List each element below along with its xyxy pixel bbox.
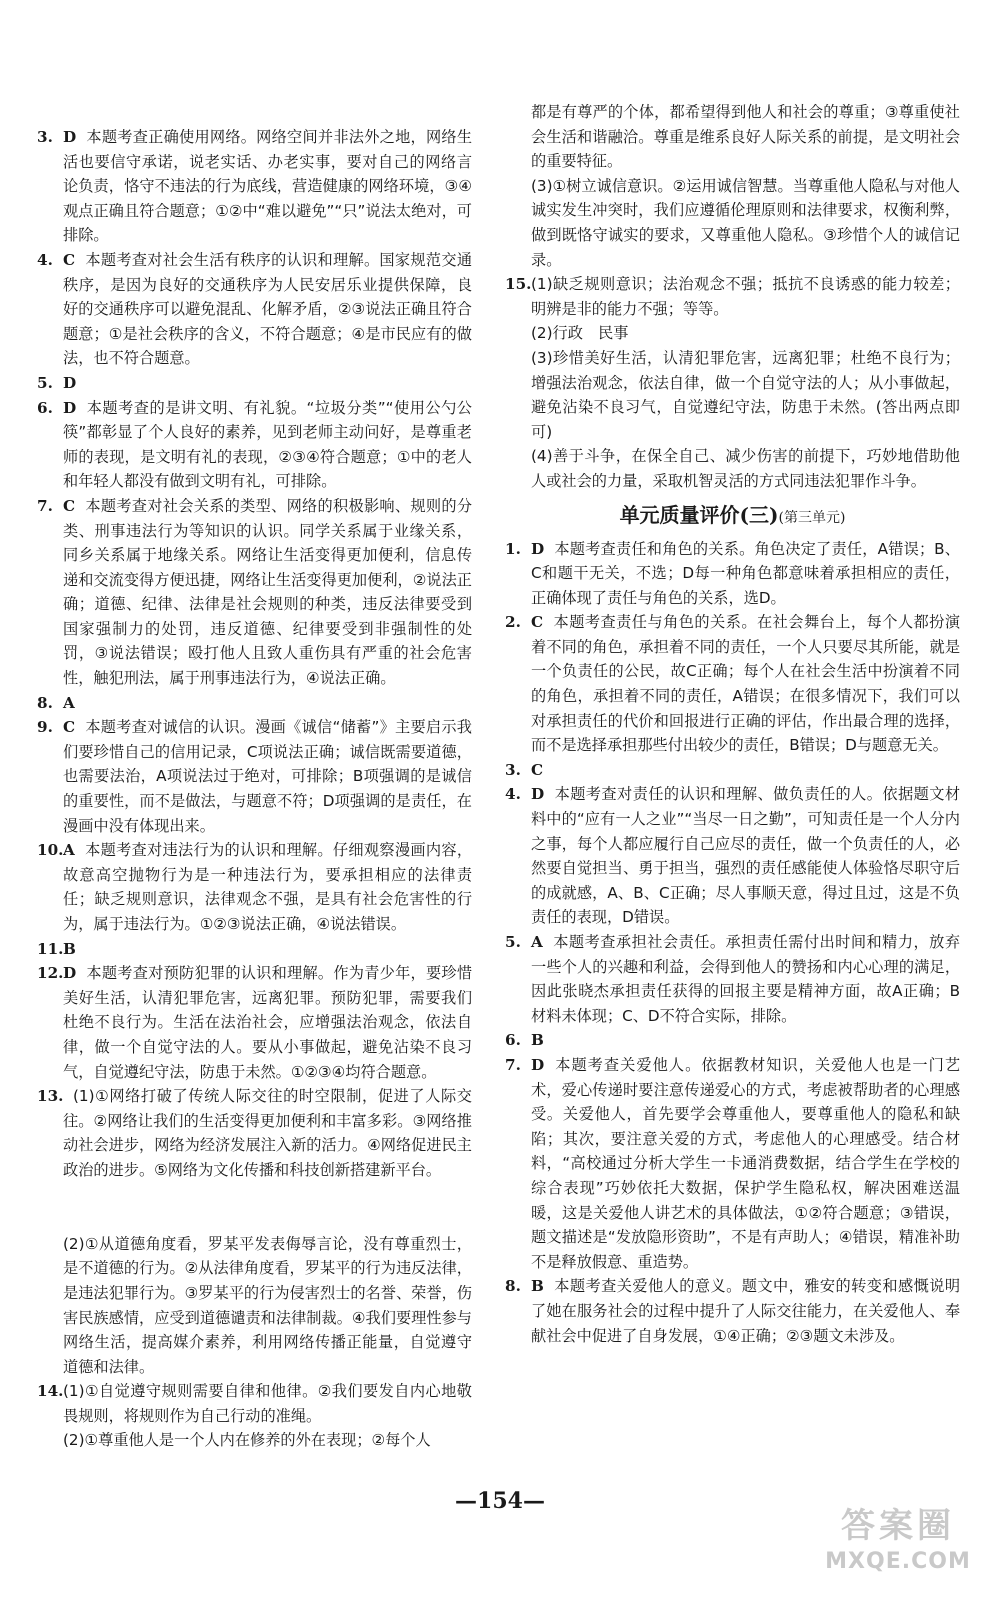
answer-paragraph: (3)珍惜美好生活，认清犯罪危害，远离犯罪；杜绝不良行为；增强法治观念，依法自律，做一个自觉守法的人；从小事做起，避免沾染不良习气，自觉遵纪守法，防患于未然。(答出两点即可) (531, 348, 960, 441)
item-text: 本题考查正确使用网络。网络空间并非法外之地，网络生活也要信守承诺，说老实话、办老实事，要对自己的网络言论负责，恪守不违法的行为底线，营造健康的网络环境，③④观点正确且符合题意；①②中“难以避免”“只”说法太绝对，可排除。 (63, 128, 472, 245)
item-number: 10. (37, 841, 64, 860)
answer-item (505, 610, 960, 758)
item-number: 15. (505, 275, 532, 294)
section-title-text: 单元质量评价(三) (619, 502, 779, 527)
answer-paragraph: (2)①尊重他人是一个人内在修养的外在表现；②每个人 (63, 1431, 431, 1450)
item-answer: A (63, 693, 75, 712)
item-number: 13. (37, 1087, 64, 1106)
item-number: 2. (505, 613, 521, 632)
item-answer: D (63, 128, 77, 146)
item-answer: A (531, 933, 543, 951)
answer-item (37, 396, 472, 494)
item-number: 5. (505, 933, 521, 951)
answer-item (37, 1084, 472, 1182)
item-number: 5. (37, 373, 53, 392)
item-text: 本题考查对社会生活有秩序的认识和理解。国家规范交通秩序，是因为良好的交通秩序为人民安居乐业提供保障，良好的交通秩序可以避免混乱、化解矛盾，②③说法正确且符合题意；①是社会秩序的含义，不符合题意；④是市民应有的做法，也不符合题意。 (63, 250, 472, 368)
item-number: 8. (37, 693, 53, 712)
left-column (37, 125, 472, 1453)
item-number: 3. (505, 760, 521, 779)
section-subtitle: (第三单元) (778, 509, 846, 526)
section-title (505, 498, 960, 535)
page-number: —154— (455, 1488, 545, 1514)
answer-item (37, 715, 472, 838)
item-text: 本题考查的是讲文明、有礼貌。“垃圾分类”“使用公勺公筷”都彰显了个人良好的素养，见到老师主动问好，是尊重老师的表现，是文明有礼的表现，②③④符合题意；①中的老人和年轻人都没有做到文明有礼，可排除。 (63, 398, 472, 491)
item-number: 6. (37, 398, 53, 417)
item-number: 14. (37, 1382, 64, 1401)
answer-item (37, 1207, 472, 1232)
answer-item (505, 1274, 960, 1348)
answer-paragraph: (3)①树立诚信意识。②运用诚信智慧。当尊重他人隐私与对他人诚实发生冲突时，我们应遵循伦理原则和法律要求，权衡利弊，做到既恪守诚实的要求，又尊重他人隐私。③珍惜个人的诚信记录。 (531, 176, 960, 269)
answer-item (505, 1028, 960, 1053)
item-number: 1. (505, 539, 521, 558)
item-answer: B (531, 1031, 544, 1050)
answer-item (37, 371, 472, 396)
item-answer: D (63, 398, 77, 417)
answer-item (505, 1053, 960, 1274)
answer-item (37, 691, 472, 716)
answer-item (505, 272, 960, 321)
item-answer: A (63, 841, 75, 860)
answer-item (37, 494, 472, 691)
item-answer: B (63, 939, 76, 958)
item-answer: B (531, 1277, 544, 1296)
answer-paragraph: (4)善于斗争，在保全自己、减少伤害的前提下，巧妙地借助他人或社会的力量，采取机智灵活的方式同违法犯罪作斗争。 (531, 447, 960, 490)
item-number: 7. (505, 1055, 521, 1074)
item-answer: C (63, 718, 76, 737)
item-text: 本题考查对诚信的认识。漫画《诚信“储蓄”》主要启示我们要珍惜自己的信用记录，C项说法正确；诚信既需要道德，也需要法治，A项说法过于绝对，可排除；B项强调的是诚信的重要性，而不是做法，与题意不符；D项强调的是责任，在漫画中没有体现出来。 (63, 718, 472, 835)
item-text: 本题考查对社会关系的类型、网络的积极影响、规则的分类、刑事违法行为等知识的认识。同学关系属于业缘关系，同乡关系属于地缘关系。网络让生活变得更加便利，信息传递和交流变得方便迅捷，网络让生活变得更加便利，②说法正确；道德、纪律、法律是社会规则的种类，违反法律要受到国家强制力的处罚，违反道德、纪律要受到非强制性的处罚，③说法错误；殴打他人且致人重伤具有严重的社会危害性，触犯刑法，属于刑事违法行为，④说法正确。 (63, 496, 472, 688)
watermark-text: 答案圈 (841, 1506, 955, 1546)
answer-item (37, 1183, 472, 1208)
item-number: 11. (37, 939, 64, 958)
answer-item (505, 930, 960, 1028)
right-column (505, 100, 960, 1348)
item-answer: C (63, 250, 76, 269)
answer-item (505, 782, 960, 930)
answer-item (37, 1379, 472, 1428)
item-number: 8. (505, 1277, 521, 1296)
answer-item (37, 961, 472, 1084)
item-answer: D (531, 539, 545, 558)
item-text: (1)①网络打破了传统人际交往的时空限制，促进了人际交往。②网络让我们的生活变得更加便利和丰富多彩。③网络推动社会进步，网络为经济发展注入新的活力。④网络促进民主政治的进步。⑤网络为文化传播和科技创新搭建新平台。 (63, 1087, 472, 1179)
item-text: 本题考查对责任的认识和理解、做负责任的人。依据题文材料中的“应有一人之业”“当尽一日之勤”，可知责任是一个人分内之事，每个人都应履行自己应尽的责任，做一个负责任的人，必然要自觉担当、勇于担当，强烈的责任感能使人体验恪尽职守后的成就感，A、B、C正确；尽人事顺天意，得过且过，这是不负责任的表现，D错误。 (531, 785, 960, 927)
item-answer: C (531, 613, 544, 632)
watermark-domain: MXQE.COM (825, 1549, 971, 1574)
answer-item (505, 758, 960, 783)
answer-paragraph: (2)①从道德角度看，罗某平发表侮辱言论，没有尊重烈士，是不道德的行为。②从法律角度看，罗某平的行为违反法律，是违法犯罪行为。③罗某平的行为侵害烈士的名誉、荣誉，伤害民族感情，应受到道德谴责和法律制裁。④我们要理性参与网络生活，提高媒介素养，利用网络传播正能量，自觉遵守道德和法律。 (63, 1234, 472, 1376)
answer-item (37, 248, 472, 371)
item-number: 7. (37, 496, 53, 515)
item-text: (1)①自觉遵守规则需要自律和他律。②我们要发自内心地敬畏规则，将规则作为自己行动的准绳。 (63, 1382, 472, 1425)
item-text: 本题考查对预防犯罪的认识和理解。作为青少年，要珍惜美好生活，认清犯罪危害，远离犯罪。预防犯罪，需要我们杜绝不良行为。生活在法治社会，应增强法治观念，依法自律，做一个自觉守法的人。要从小事做起，避免沾染不良习气，自觉遵纪守法，防患于未然。①②③④均符合题意。 (63, 964, 472, 1081)
item-text: 本题考查对违法行为的认识和理解。仔细观察漫画内容，故意高空抛物行为是一种违法行为，要承担相应的法律责任；缺乏规则意识，法律观念不强，是具有社会危害性的行为，属于违法行为。①②③说法正确，④说法错误。 (63, 841, 472, 933)
item-number: 6. (505, 1031, 521, 1050)
item-answer: C (531, 760, 544, 779)
item-text: 本题考查责任和角色的关系。角色决定了责任，A错误；B、C和题干无关，不选；D每一种角色都意味着承担相应的责任，正确体现了责任与角色的关系，选D。 (531, 539, 960, 607)
item-answer: D (531, 785, 545, 804)
item-answer: D (531, 1055, 545, 1074)
item-number: 12. (37, 964, 64, 983)
item-number: 4. (37, 250, 53, 269)
item-text: 本题考查关爱他人。依据教材知识，关爱他人也是一门艺术，爱心传递时要注意传递爱心的方式，考虑被帮助者的心理感受。关爱他人，首先要学会尊重他人，要尊重他人的隐私和缺陷；其次，要注意关爱的方式，考虑他人的心理感受。结合材料，“高校通过分析大学生一卡通消费数据，结合学生在学校的综合表现”巧妙依托大数据，保护学生隐私权，解决困难送温暖，这是关爱他人讲艺术的具体做法，①②符合题意；③错误，题文描述是“发放隐形资助”，不是有声助人；④错误，精准补助不是释放假意、重造势。 (531, 1055, 960, 1271)
answer-paragraph: 都是有尊严的个体，都希望得到他人和社会的尊重；③尊重使社会生活和谐融洽。尊重是维系良好人际关系的前提，是文明社会的重要特征。 (531, 103, 960, 171)
item-number: 9. (37, 718, 53, 737)
item-number: 3. (37, 128, 53, 146)
item-text: (1)缺乏规则意识；法治观念不强；抵抗不良诱惑的能力较差；明辨是非的能力不强；等等。 (531, 275, 960, 318)
item-text: 本题考查责任与角色的关系。在社会舞台上，每个人都扮演着不同的角色，承担着不同的责任，一个人只要尽其所能，就是一个负责任的公民，故C正确；每个人在社会生活中扮演着不同的角色，承担着不同的责任，A错误；在很多情况下，我们可以对承担责任的代价和回报进行正确的评估，作出最合理的选择，而不是选择承担那些付出较少的责任，B错误；D与题意无关。 (531, 613, 960, 755)
answer-item (37, 838, 472, 936)
answer-item (37, 125, 472, 248)
item-text: 本题考查关爱他人的意义。题文中，雅安的转变和感慨说明了她在服务社会的过程中提升了人际交往能力，在关爱他人、奉献社会中促进了自身发展，①④正确；②③题文未涉及。 (531, 1277, 960, 1345)
answer-item (505, 537, 960, 611)
item-number: 4. (505, 785, 521, 804)
item-answer: D (63, 373, 77, 392)
item-answer: D (63, 964, 77, 983)
watermark-logo (818, 1504, 978, 1582)
item-answer: C (63, 496, 76, 515)
answer-item (37, 937, 472, 962)
item-text: 本题考查承担社会责任。承担责任需付出时间和精力，放弃一些个人的兴趣和利益，会得到他人的赞扬和内心心理的满足，因此张晓杰承担责任获得的回报主要是精神方面，故A正确；B材料未体现；C、D不符合实际，排除。 (531, 933, 960, 1025)
answer-paragraph: (2)行政 民事 (531, 324, 629, 343)
